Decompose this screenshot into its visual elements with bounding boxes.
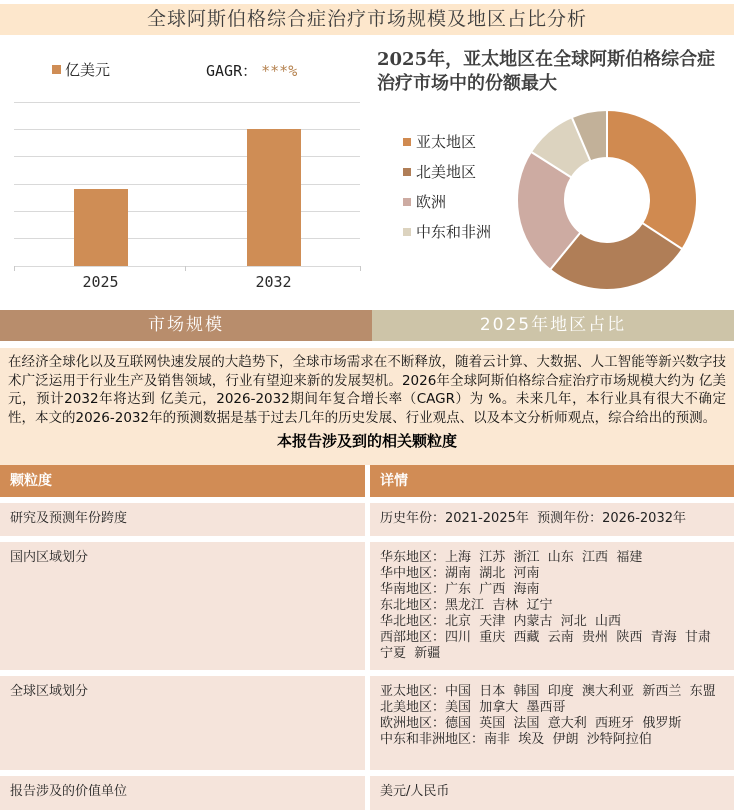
row-detail-cell (370, 542, 734, 670)
gridline (14, 238, 360, 239)
detail-line: 东北地区：黑龙江 吉林 辽宁 (380, 598, 553, 613)
row-label-cell: 全球区域划分 (0, 676, 365, 770)
table-row (0, 503, 734, 536)
summary-section (0, 348, 734, 465)
row-label-cell: 研究及预测年份跨度 (0, 503, 365, 536)
donut-legend-item (403, 193, 499, 211)
page-title: 全球阿斯伯格综合症治疗市场规模及地区占比分析 (146, 8, 587, 30)
gridline (14, 266, 360, 267)
detail-line: 历史年份：2021-2025年 预测年份：2026-2032年 (380, 511, 686, 526)
bar-legend-swatch-icon (52, 65, 61, 74)
granularity-table (0, 465, 734, 810)
gridline (14, 102, 360, 103)
table-row (0, 776, 734, 810)
table-header-row (0, 465, 734, 497)
cagr-value: ***% (261, 62, 298, 80)
gridline (14, 211, 360, 212)
tab-region-share[interactable]: 2025年地区占比 (372, 310, 734, 341)
axis-tick (185, 266, 186, 271)
row-detail-cell (370, 503, 734, 536)
bar-legend-label: 亿美元 (65, 60, 111, 79)
donut-legend-item (403, 223, 499, 241)
detail-line: 亚太地区：中国 日本 韩国 印度 澳大利亚 新西兰 东盟 (380, 684, 716, 699)
page-title-bar (0, 4, 734, 35)
donut-legend-item (403, 163, 499, 181)
x-axis-label: 2025 (82, 273, 119, 291)
table-row (0, 542, 734, 670)
bar-x-axis-labels (14, 273, 360, 293)
row-label-cell: 国内区域划分 (0, 542, 365, 670)
bar-plot-area (14, 102, 360, 266)
detail-line: 中东和非洲地区：南非 埃及 伊朗 沙特阿拉伯 (380, 732, 652, 747)
detail-line: 华中地区：湖南 湖北 河南 (380, 566, 540, 581)
detail-line: 华北地区：北京 天津 内蒙古 河北 山西 (380, 614, 622, 629)
bar-2025 (74, 189, 128, 266)
bar-2032 (247, 129, 301, 266)
detail-line: 华南地区：广东 广西 海南 (380, 582, 540, 597)
cagr-line (206, 60, 297, 81)
x-axis-label: 2032 (255, 273, 292, 291)
detail-line: 美元/人民币 (380, 784, 450, 799)
bar-chart-legend (52, 59, 110, 79)
table-header-detail: 详情 (370, 465, 734, 497)
legend-swatch-icon (403, 168, 411, 176)
gridline (14, 156, 360, 157)
legend-swatch-icon (403, 138, 411, 146)
legend-swatch-icon (403, 198, 411, 206)
detail-line: 北美地区：美国 加拿大 墨西哥 (380, 700, 566, 715)
table-body (0, 503, 734, 810)
donut-chart-title: 2025年，亚太地区在全球阿斯伯格综合症治疗市场中的份额最大 (377, 49, 716, 94)
axis-tick (14, 266, 15, 271)
legend-label: 亚太地区 (416, 133, 477, 151)
row-detail-cell (370, 776, 734, 810)
donut-legend (403, 133, 499, 253)
legend-label: 北美地区 (416, 163, 477, 181)
detail-line: 宁夏 新疆 (380, 646, 441, 661)
summary-paragraph: 在经济全球化以及互联网快速发展的大趋势下，全球市场需求在不断释放，随着云计算、大数据、人工智能等新兴数字技术广泛运用于行业生产及销售领域，行业有望迎来新的发展契机。2026年全球阿斯伯格综合症治疗市场规模大约为 亿美元，预计2032年将达到 亿美元，2026-2032期间年复合增长率（CAGR）为 %。未来几年，本行业具有很大不确定性，本文的2026-2032年的预测数据是基于过去几年的历史发展、行业观点、以及本文分析师观点，综合给出的预测。 (8, 354, 726, 426)
detail-line: 西部地区：四川 重庆 西藏 云南 贵州 陕西 青海 甘肃 (380, 630, 711, 645)
legend-label: 欧洲 (416, 193, 447, 211)
donut-legend-item (403, 133, 499, 151)
cagr-label: GAGR： (206, 62, 258, 80)
gridline (14, 129, 360, 130)
table-heading: 本报告涉及到的相关颗粒度 (276, 432, 457, 451)
row-detail-cell (370, 676, 734, 770)
tab-market-size[interactable]: 市场规模 (0, 310, 372, 341)
legend-label: 中东和非洲 (416, 223, 492, 241)
legend-swatch-icon (403, 228, 411, 236)
row-label-cell: 报告涉及的价值单位 (0, 776, 365, 810)
axis-tick (360, 266, 361, 271)
gridline (14, 184, 360, 185)
section-tabs (0, 310, 734, 341)
table-row (0, 676, 734, 770)
table-header-granularity: 颗粒度 (0, 465, 365, 497)
detail-line: 欧洲地区：德国 英国 法国 意大利 西班牙 俄罗斯 (380, 716, 682, 731)
detail-line: 华东地区：上海 江苏 浙江 山东 江西 福建 (380, 550, 643, 565)
donut-chart (512, 105, 702, 295)
